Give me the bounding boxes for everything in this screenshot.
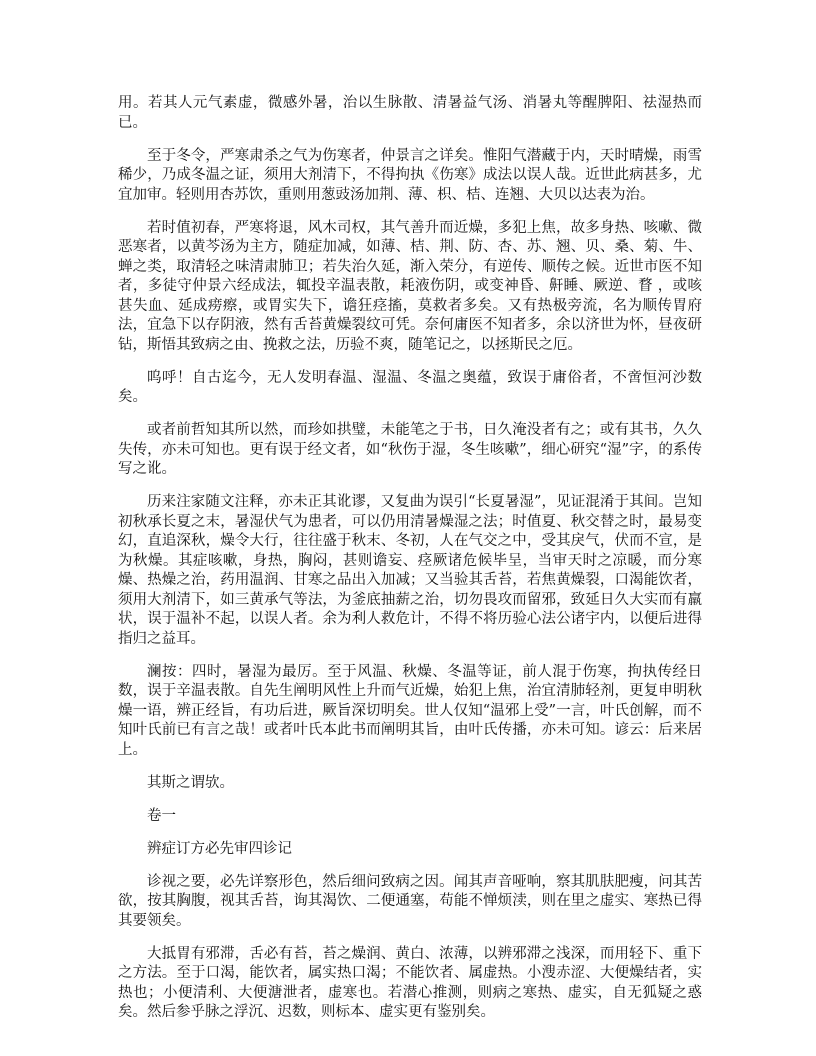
paragraph-continuation: 用。若其人元气素虚，微感外暑，治以生脉散、清暑益气汤、消暑丸等醒脾阳、祛湿热而已。 bbox=[118, 95, 702, 131]
volume-heading: 卷一 bbox=[147, 807, 176, 824]
paragraph-autumn-dryness: 历来注家随文注释，亦未正其讹谬，又复曲为误引“长夏暑湿”，见证混淆于其间。岂知初秋承长夏之末，暑湿伏气为患者，可以仍用清暑燥湿之法；时值夏、秋交替之时，最易变幻，直追深秋，燥令大行，往往盛于秋末、冬初，人在气交之中，受其戾气，伏而不宣，是为秋燥。其症咳嗽，身热，胸闷，甚则谵妄、痉厥诸危候毕呈，当审天时之凉暖，而分寒燥、热燥之治，药用温润、甘寒之品出入加减；又当验其舌苔，若焦黄燥裂，口渴能饮者，须用大剂清下，如三黄承气等法，为釜底抽薪之治，切勿畏攻而留邪，致延日久大实而有羸状，误于温补不起，以误人者。余为利人救危计，不得不将历验心法公诸宇内，以便后进得指归之益耳。 bbox=[118, 494, 702, 647]
section-title: 辨症订方必先审四诊记 bbox=[147, 840, 292, 857]
paragraph-predecessors: 或者前哲知其所以然，而珍如拱璧，未能笔之于书，日久淹没者有之；或有其书，久久失传，亦未可知也。更有误于经文者，如“秋伤于湿，冬生咳嗽”，细心研究“湿”字，的系传写之讹。 bbox=[118, 422, 702, 477]
paragraph-closing-remark: 其斯之谓欤。 bbox=[147, 774, 234, 791]
paragraph-lament: 呜呼！自古迄今，无人发明春温、湿温、冬温之奥蕴，致误于庸俗者，不啻恒河沙数矣。 bbox=[118, 369, 702, 405]
paragraph-four-diagnostics: 诊视之要，必先详察形色，然后细问致病之因。闻其声音哑响，察其肌肤肥瘦，问其苦欲，按其胸腹，视其舌苔，询其渴饮、二便通塞，苟能不惮烦渎，则在里之虚实、寒热已得其要领矣。 bbox=[118, 873, 702, 929]
paragraph-editor-note: 澜按：四时，暑湿为最厉。至于风温、秋燥、冬温等证，前人混于伤寒，拘执传经日数，误于辛温表散。自先生阐明风性上升而气近燥，始犯上焦，治宜清肺轻剂，更复申明秋燥一语，辨正经旨，有功后进，厥旨深切明矣。世人仅知“温邪上受”一言，叶氏创解，而不知叶氏前已有言之哉！或者叶氏本此书而阐明其旨，由叶氏传播，亦未可知。谚云：后来居上。 bbox=[118, 663, 702, 758]
paragraph-tongue-coating: 大抵胃有邪滞，舌必有苔，苔之燥润、黄白、浓薄，以辨邪滞之浅深，而用轻下、重下之方法。至于口渴，能饮者，属实热口渴；不能饮者、属虚热。小溲赤涩、大便燥结者，实热也；小便清利、大便溏泄者，虚寒也。若潜心推测，则病之寒热、虚实，自无狐疑之惑矣。然后参乎脉之浮沉、迟数，则标本、虚实更有鉴别矣。 bbox=[118, 945, 702, 1020]
document-page bbox=[118, 94, 702, 1036]
paragraph-early-spring: 若时值初春，严寒将退，风木司权，其气善升而近燥，多犯上焦，故多身热、咳嗽、微恶寒者，以黄芩汤为主方，随症加减，如薄、桔、荆、防、杏、苏、翘、贝、桑、菊、牛、蝉之类，取清轻之味清肃肺卫；若失治久延，渐入荣分，有逆传、顺传之候。近世市医不知者，多徒守仲景六经成法，辄投辛温表散，耗液伤阴，或变神昏、鼾睡、厥逆、瞀 ，或咳甚失血、延成痨瘵，或胃实失下，谵狂痉搐，莫救者多矣。又有热极旁流，名为顺传胃府法，宜急下以存阴液，然有舌苔黄燥裂纹可凭。奈何庸医不知者多，余以济世为怀，昼夜研钻，斯悟其致病之由、挽救之法，历验不爽，随笔记之，以拯斯民之厄。 bbox=[118, 219, 702, 353]
paragraph-winter-warmth: 至于冬令，严寒肃杀之气为伤寒者，仲景言之详矣。惟阳气潜藏于内，天时晴燥，雨雪稀少，乃成冬温之证，须用大剂清下，不得拘执《伤寒》成法以误人哉。近世此病甚多，尤宜加审。轻则用杏苏饮，重则用葱豉汤加荆、薄、枳、桔、连翘、大贝以达表为治。 bbox=[118, 147, 702, 203]
